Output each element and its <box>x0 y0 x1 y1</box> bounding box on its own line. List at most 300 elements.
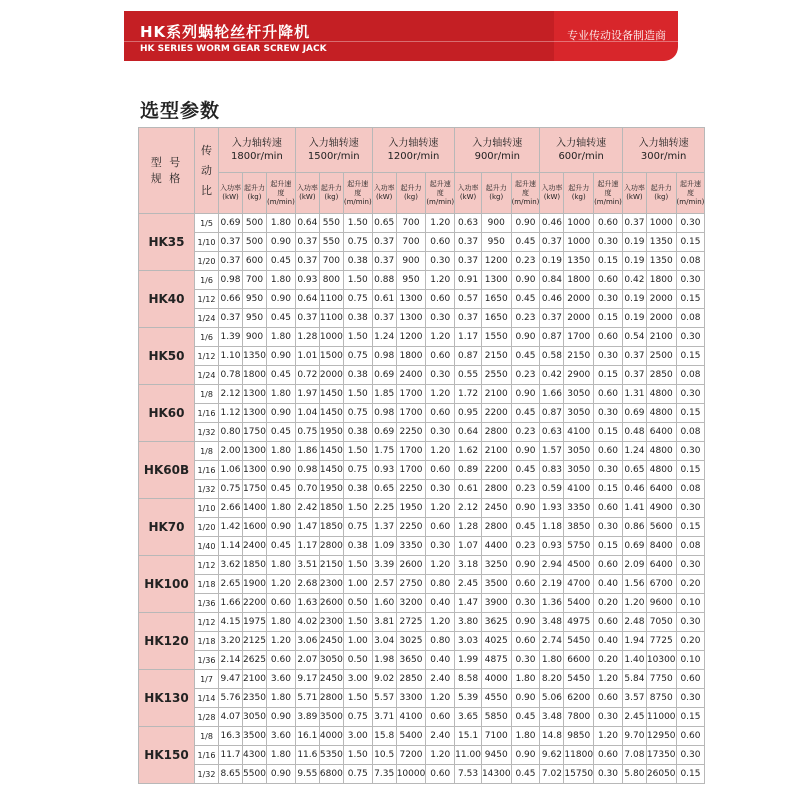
value-cell: 0.90 <box>267 461 296 480</box>
value-cell: 0.37 <box>540 233 564 252</box>
model-cell: HK50 <box>139 328 195 385</box>
sub-header-unit: (kg) <box>247 193 262 201</box>
value-cell: 2.00 <box>219 442 243 461</box>
value-cell: 0.20 <box>676 632 705 651</box>
value-cell: 1.47 <box>295 518 319 537</box>
value-cell: 2.12 <box>219 385 243 404</box>
value-cell: 5500 <box>243 765 267 784</box>
value-cell: 1.20 <box>426 271 455 290</box>
value-cell: 4.02 <box>295 613 319 632</box>
table-row <box>139 309 705 328</box>
value-cell: 0.90 <box>511 271 540 290</box>
value-cell: 2000 <box>564 290 594 309</box>
value-cell: 5400 <box>564 594 594 613</box>
value-cell: 0.45 <box>267 480 296 499</box>
value-cell: 1.75 <box>372 442 396 461</box>
value-cell: 1300 <box>396 290 426 309</box>
value-cell: 1950 <box>319 423 343 442</box>
sub-header-name: 起升力 <box>650 184 672 192</box>
value-cell: 2150 <box>319 556 343 575</box>
value-cell: 2.66 <box>219 499 243 518</box>
value-cell: 1.50 <box>343 214 372 233</box>
ratio-cell: 1/18 <box>195 632 219 651</box>
value-cell: 0.42 <box>540 366 564 385</box>
sub-header-unit: (m/min) <box>426 197 455 206</box>
value-cell: 4975 <box>564 613 594 632</box>
value-cell: 0.38 <box>343 366 372 385</box>
ratio-cell: 1/32 <box>195 480 219 499</box>
value-cell: 2725 <box>396 613 426 632</box>
value-cell: 1.24 <box>372 328 396 347</box>
value-cell: 5850 <box>481 708 511 727</box>
value-cell: 1.17 <box>295 537 319 556</box>
model-cell: HK40 <box>139 271 195 328</box>
value-cell: 6400 <box>646 480 676 499</box>
value-cell: 8.65 <box>219 765 243 784</box>
value-cell: 0.69 <box>372 423 396 442</box>
value-cell: 2000 <box>646 290 676 309</box>
value-cell: 1.20 <box>426 214 455 233</box>
sub-header-cell <box>676 173 705 214</box>
value-cell: 2625 <box>243 651 267 670</box>
header-title-en: HK SERIES WORM GEAR SCREW JACK <box>140 44 327 54</box>
value-cell: 2750 <box>396 575 426 594</box>
value-cell: 0.55 <box>455 366 482 385</box>
value-cell: 2000 <box>319 366 343 385</box>
value-cell: 1850 <box>243 556 267 575</box>
value-cell: 0.15 <box>676 347 705 366</box>
value-cell: 0.23 <box>511 480 540 499</box>
value-cell: 0.46 <box>622 480 646 499</box>
value-cell: 3050 <box>564 442 594 461</box>
value-cell: 3500 <box>243 727 267 746</box>
value-cell: 2250 <box>396 518 426 537</box>
value-cell: 0.15 <box>594 423 623 442</box>
value-cell: 0.37 <box>219 252 243 271</box>
value-cell: 1.56 <box>622 575 646 594</box>
value-cell: 2.40 <box>426 727 455 746</box>
value-cell: 0.69 <box>372 366 396 385</box>
value-cell: 8.20 <box>540 670 564 689</box>
value-cell: 1200 <box>396 328 426 347</box>
value-cell: 3.60 <box>267 727 296 746</box>
value-cell: 5.84 <box>622 670 646 689</box>
value-cell: 1.80 <box>511 670 540 689</box>
value-cell: 7750 <box>646 670 676 689</box>
value-cell: 1700 <box>564 328 594 347</box>
value-cell: 0.60 <box>511 632 540 651</box>
value-cell: 2600 <box>319 594 343 613</box>
value-cell: 0.45 <box>511 290 540 309</box>
value-cell: 1350 <box>646 252 676 271</box>
ratio-header <box>195 128 219 214</box>
table-row <box>139 328 705 347</box>
sub-header-name: 入功率 <box>457 184 479 192</box>
value-cell: 0.63 <box>540 423 564 442</box>
sub-header-name: 起升速度 <box>429 179 451 197</box>
value-cell: 0.90 <box>511 214 540 233</box>
value-cell: 3625 <box>481 613 511 632</box>
value-cell: 0.08 <box>676 537 705 556</box>
value-cell: 0.60 <box>426 708 455 727</box>
value-cell: 0.60 <box>426 347 455 366</box>
value-cell: 0.40 <box>594 632 623 651</box>
value-cell: 950 <box>243 290 267 309</box>
ratio-cell: 1/8 <box>195 385 219 404</box>
value-cell: 3.03 <box>455 632 482 651</box>
value-cell: 1.28 <box>455 518 482 537</box>
value-cell: 0.23 <box>511 537 540 556</box>
ratio-cell: 1/10 <box>195 233 219 252</box>
value-cell: 0.37 <box>372 309 396 328</box>
sub-header-name: 入功率 <box>296 184 318 192</box>
sub-header-name: 起升力 <box>400 184 422 192</box>
value-cell: 3.04 <box>372 632 396 651</box>
value-cell: 0.30 <box>426 309 455 328</box>
value-cell: 0.19 <box>622 233 646 252</box>
value-cell: 1.24 <box>622 442 646 461</box>
value-cell: 0.15 <box>676 233 705 252</box>
value-cell: 0.88 <box>372 271 396 290</box>
ratio-header-char1: 传 <box>201 143 212 157</box>
sub-header-name: 入功率 <box>220 184 241 192</box>
value-cell: 15750 <box>564 765 594 784</box>
value-cell: 4500 <box>564 556 594 575</box>
speed-group-label: 入力轴转速 <box>231 138 282 149</box>
sub-header-unit: (kg) <box>654 193 669 201</box>
value-cell: 0.90 <box>511 442 540 461</box>
value-cell: 1000 <box>319 328 343 347</box>
value-cell: 1.93 <box>540 499 564 518</box>
sub-header-name: 入功率 <box>373 184 395 192</box>
value-cell: 1.98 <box>372 651 396 670</box>
header-banner <box>124 11 678 61</box>
value-cell: 1.62 <box>455 442 482 461</box>
value-cell: 0.60 <box>594 689 623 708</box>
value-cell: 0.37 <box>455 309 482 328</box>
model-cell: HK130 <box>139 670 195 727</box>
value-cell: 0.37 <box>455 252 482 271</box>
ratio-cell: 1/20 <box>195 252 219 271</box>
table-row <box>139 461 705 480</box>
value-cell: 1650 <box>481 290 511 309</box>
value-cell: 0.60 <box>267 594 296 613</box>
ratio-cell: 1/24 <box>195 366 219 385</box>
value-cell: 5.76 <box>219 689 243 708</box>
value-cell: 0.90 <box>267 518 296 537</box>
value-cell: 3.80 <box>455 613 482 632</box>
value-cell: 0.30 <box>594 461 623 480</box>
value-cell: 0.90 <box>511 385 540 404</box>
value-cell: 2.65 <box>219 575 243 594</box>
value-cell: 1100 <box>319 309 343 328</box>
value-cell: 900 <box>396 252 426 271</box>
table-row <box>139 290 705 309</box>
value-cell: 0.30 <box>594 765 623 784</box>
value-cell: 0.15 <box>594 366 623 385</box>
sub-header-cell <box>343 173 372 214</box>
value-cell: 2200 <box>243 594 267 613</box>
value-cell: 16.1 <box>295 727 319 746</box>
value-cell: 3.60 <box>267 670 296 689</box>
value-cell: 2.40 <box>426 670 455 689</box>
sub-header-name: 入功率 <box>623 184 645 192</box>
value-cell: 5350 <box>319 746 343 765</box>
value-cell: 1.66 <box>219 594 243 613</box>
table-row <box>139 632 705 651</box>
value-cell: 0.90 <box>511 499 540 518</box>
value-cell: 0.37 <box>295 252 319 271</box>
value-cell: 0.45 <box>267 537 296 556</box>
value-cell: 1800 <box>646 271 676 290</box>
value-cell: 11800 <box>564 746 594 765</box>
value-cell: 10300 <box>646 651 676 670</box>
value-cell: 1.37 <box>372 518 396 537</box>
table-row <box>139 651 705 670</box>
value-cell: 1300 <box>243 404 267 423</box>
value-cell: 0.57 <box>455 290 482 309</box>
table-row <box>139 366 705 385</box>
value-cell: 1.07 <box>455 537 482 556</box>
value-cell: 0.45 <box>267 366 296 385</box>
value-cell: 1450 <box>319 461 343 480</box>
ratio-cell: 1/36 <box>195 651 219 670</box>
value-cell: 4800 <box>646 442 676 461</box>
value-cell: 3.89 <box>295 708 319 727</box>
ratio-cell: 1/6 <box>195 328 219 347</box>
ratio-cell: 1/8 <box>195 727 219 746</box>
value-cell: 4100 <box>396 708 426 727</box>
value-cell: 0.63 <box>455 214 482 233</box>
value-cell: 1.94 <box>622 632 646 651</box>
sub-header-unit: (kW) <box>299 193 316 201</box>
value-cell: 0.30 <box>676 746 705 765</box>
value-cell: 1.20 <box>426 442 455 461</box>
value-cell: 0.37 <box>622 347 646 366</box>
value-cell: 0.65 <box>372 214 396 233</box>
value-cell: 1.09 <box>372 537 396 556</box>
value-cell: 4900 <box>646 499 676 518</box>
sub-header-unit: (kg) <box>489 193 504 201</box>
value-cell: 3650 <box>396 651 426 670</box>
value-cell: 3.57 <box>622 689 646 708</box>
value-cell: 1.20 <box>426 746 455 765</box>
sub-header-name: 起升速度 <box>597 179 619 197</box>
value-cell: 2.94 <box>540 556 564 575</box>
value-cell: 4.15 <box>219 613 243 632</box>
spec-table <box>138 127 705 784</box>
speed-group-value: 900r/min <box>474 151 521 162</box>
value-cell: 1700 <box>396 385 426 404</box>
value-cell: 1.60 <box>372 594 396 613</box>
sub-header-unit: (kW) <box>459 193 477 201</box>
value-cell: 1450 <box>319 442 343 461</box>
sub-header-unit: (kW) <box>543 193 561 201</box>
value-cell: 0.75 <box>295 423 319 442</box>
value-cell: 2850 <box>646 366 676 385</box>
value-cell: 1750 <box>243 423 267 442</box>
value-cell: 3.81 <box>372 613 396 632</box>
value-cell: 3050 <box>319 651 343 670</box>
value-cell: 1.50 <box>343 385 372 404</box>
value-cell: 0.60 <box>426 518 455 537</box>
value-cell: 0.37 <box>295 233 319 252</box>
value-cell: 5.06 <box>540 689 564 708</box>
value-cell: 4000 <box>319 727 343 746</box>
value-cell: 3300 <box>396 689 426 708</box>
value-cell: 7.35 <box>372 765 396 784</box>
ratio-cell: 1/16 <box>195 746 219 765</box>
value-cell: 500 <box>243 233 267 252</box>
value-cell: 1000 <box>564 233 594 252</box>
speed-group-value: 1800r/min <box>231 151 283 162</box>
speed-group-header <box>455 128 540 173</box>
value-cell: 1.85 <box>372 385 396 404</box>
value-cell: 1.20 <box>426 385 455 404</box>
value-cell: 5.71 <box>295 689 319 708</box>
value-cell: 0.08 <box>676 480 705 499</box>
table-row <box>139 233 705 252</box>
ratio-cell: 1/10 <box>195 499 219 518</box>
model-header <box>139 128 195 214</box>
value-cell: 10000 <box>396 765 426 784</box>
sub-header-cell <box>594 173 623 214</box>
value-cell: 0.60 <box>511 575 540 594</box>
value-cell: 0.75 <box>343 347 372 366</box>
value-cell: 10.5 <box>372 746 396 765</box>
sub-header-name: 起升力 <box>485 184 507 192</box>
table-row <box>139 727 705 746</box>
table-row <box>139 214 705 233</box>
value-cell: 2300 <box>319 575 343 594</box>
value-cell: 4800 <box>646 385 676 404</box>
value-cell: 0.91 <box>455 271 482 290</box>
table-row <box>139 404 705 423</box>
value-cell: 5400 <box>396 727 426 746</box>
ratio-header-char2: 动 <box>201 163 212 177</box>
value-cell: 0.20 <box>676 575 705 594</box>
sub-header-name: 入功率 <box>541 184 563 192</box>
value-cell: 1.50 <box>343 442 372 461</box>
ratio-cell: 1/20 <box>195 518 219 537</box>
value-cell: 1.04 <box>295 404 319 423</box>
value-cell: 2125 <box>243 632 267 651</box>
value-cell: 1300 <box>396 309 426 328</box>
value-cell: 1200 <box>481 252 511 271</box>
value-cell: 2900 <box>564 366 594 385</box>
section-title: 选型参数 <box>140 100 221 122</box>
value-cell: 0.45 <box>511 765 540 784</box>
value-cell: 1.20 <box>594 670 623 689</box>
table-row <box>139 499 705 518</box>
value-cell: 0.72 <box>295 366 319 385</box>
table-row <box>139 575 705 594</box>
table-row <box>139 556 705 575</box>
value-cell: 1850 <box>319 499 343 518</box>
value-cell: 4400 <box>481 537 511 556</box>
sub-header-cell <box>622 173 646 214</box>
value-cell: 0.19 <box>622 290 646 309</box>
value-cell: 1800 <box>564 271 594 290</box>
value-cell: 0.38 <box>343 252 372 271</box>
sub-header-cell <box>243 173 267 214</box>
sub-header-unit: (kW) <box>222 193 239 201</box>
value-cell: 0.30 <box>676 385 705 404</box>
value-cell: 3025 <box>396 632 426 651</box>
speed-group-value: 1200r/min <box>387 151 440 162</box>
sub-header-name: 起升速度 <box>270 179 292 197</box>
table-row <box>139 594 705 613</box>
ratio-cell: 1/14 <box>195 689 219 708</box>
value-cell: 9450 <box>481 746 511 765</box>
value-cell: 550 <box>319 233 343 252</box>
value-cell: 0.90 <box>267 765 296 784</box>
speed-group-label: 入力轴转速 <box>638 138 689 149</box>
speed-group-label: 入力轴转速 <box>556 138 607 149</box>
value-cell: 0.69 <box>622 404 646 423</box>
speed-group-value: 1500r/min <box>307 151 360 162</box>
value-cell: 0.90 <box>267 347 296 366</box>
ratio-cell: 1/36 <box>195 594 219 613</box>
value-cell: 1950 <box>396 499 426 518</box>
value-cell: 0.90 <box>267 404 296 423</box>
value-cell: 1.80 <box>267 271 296 290</box>
value-cell: 3.48 <box>540 708 564 727</box>
value-cell: 0.98 <box>372 347 396 366</box>
value-cell: 0.45 <box>511 347 540 366</box>
value-cell: 1.80 <box>511 727 540 746</box>
sub-header-name: 起升速度 <box>679 179 701 197</box>
value-cell: 0.30 <box>594 290 623 309</box>
value-cell: 2500 <box>646 347 676 366</box>
value-cell: 2450 <box>319 632 343 651</box>
speed-group-header <box>372 128 454 173</box>
value-cell: 4875 <box>481 651 511 670</box>
value-cell: 2800 <box>481 518 511 537</box>
value-cell: 2.19 <box>540 575 564 594</box>
table-row <box>139 537 705 556</box>
value-cell: 2100 <box>481 385 511 404</box>
value-cell: 14.8 <box>540 727 564 746</box>
value-cell: 0.40 <box>426 651 455 670</box>
table-row <box>139 746 705 765</box>
model-cell: HK70 <box>139 499 195 556</box>
table-row <box>139 518 705 537</box>
value-cell: 9.62 <box>540 746 564 765</box>
value-cell: 0.30 <box>594 518 623 537</box>
ratio-cell: 1/8 <box>195 442 219 461</box>
value-cell: 0.69 <box>622 537 646 556</box>
value-cell: 0.60 <box>594 499 623 518</box>
value-cell: 5.39 <box>455 689 482 708</box>
ratio-cell: 1/5 <box>195 214 219 233</box>
value-cell: 0.90 <box>267 708 296 727</box>
value-cell: 0.45 <box>511 461 540 480</box>
value-cell: 7800 <box>564 708 594 727</box>
table-row <box>139 271 705 290</box>
value-cell: 0.84 <box>540 271 564 290</box>
value-cell: 9.55 <box>295 765 319 784</box>
sub-header-cell <box>481 173 511 214</box>
value-cell: 0.60 <box>594 746 623 765</box>
table-row <box>139 385 705 404</box>
ratio-cell: 1/12 <box>195 556 219 575</box>
sub-header-cell <box>372 173 396 214</box>
value-cell: 2600 <box>396 556 426 575</box>
ratio-header-char3: 比 <box>201 183 212 197</box>
value-cell: 2.09 <box>622 556 646 575</box>
value-cell: 3500 <box>319 708 343 727</box>
